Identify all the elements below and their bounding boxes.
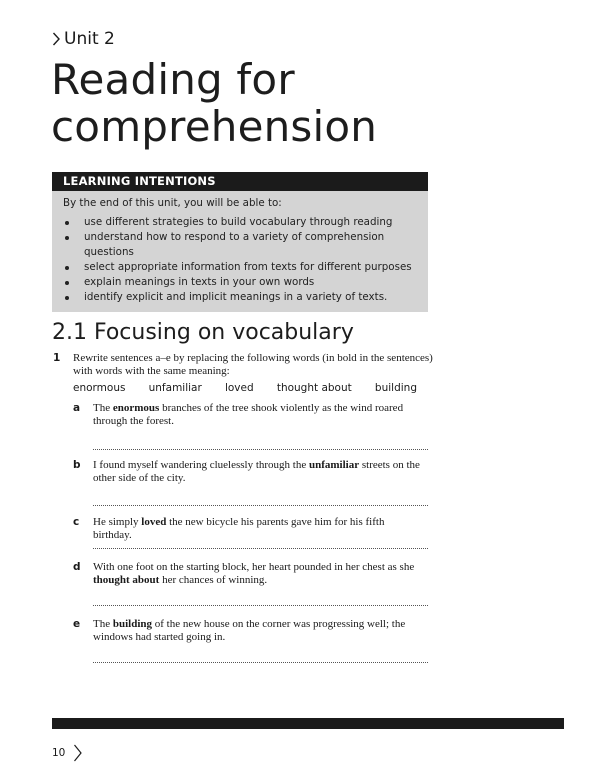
bold-word: enormous <box>112 402 160 414</box>
list-item: understand how to respond to a variety of comprehension questions <box>63 230 418 260</box>
answer-line[interactable] <box>93 605 428 606</box>
chevron-right-icon[interactable] <box>73 743 83 763</box>
unit-label-text: Unit 2 <box>64 29 115 49</box>
unit-label <box>52 29 115 49</box>
word-bank-item: unfamiliar <box>148 382 202 394</box>
word-bank-item: enormous <box>73 382 126 394</box>
word-bank-item: loved <box>224 382 254 394</box>
answer-line[interactable] <box>93 662 428 663</box>
learning-intentions-intro: By the end of this unit, you will be able to: <box>63 197 282 209</box>
item-sentence: With one foot on the starting block, her heart pounded in her chest as she thought about her chances of winning. <box>93 561 415 586</box>
list-item: explain meanings in texts in your own words <box>63 275 418 290</box>
bold-word: loved <box>141 516 167 528</box>
page-number: 10 <box>52 747 66 759</box>
list-item: select appropriate information from texts for different purposes <box>63 260 418 275</box>
footer-bar <box>52 718 564 729</box>
section-heading: 2.1 Focusing on vocabulary <box>52 320 354 345</box>
word-bank-item: building <box>374 382 417 394</box>
page-title <box>51 56 377 150</box>
learning-intentions-heading: LEARNING INTENTIONS <box>52 172 428 191</box>
bold-word: thought about <box>93 574 160 586</box>
question-number: 1 <box>53 352 61 364</box>
learning-intentions-box <box>52 172 428 312</box>
item-letter: c <box>73 516 80 528</box>
answer-line[interactable] <box>93 548 428 549</box>
chevron-right-icon <box>52 31 61 47</box>
item-letter: b <box>73 459 81 471</box>
list-item: use different strategies to build vocabulary through reading <box>63 215 418 230</box>
bold-word: building <box>112 618 152 630</box>
word-bank-item: thought about <box>276 382 352 394</box>
page-title-line2: comprehension <box>51 102 378 151</box>
answer-line[interactable] <box>93 449 428 450</box>
bold-word: unfamiliar <box>308 459 360 471</box>
word-bank <box>73 382 417 394</box>
item-letter: a <box>73 402 81 414</box>
learning-intentions-body <box>52 191 428 312</box>
learning-intentions-list <box>63 215 418 305</box>
item-sentence: I found myself wandering cluelessly through the unfamiliar streets on the other side of the city. <box>93 459 420 484</box>
item-sentence: The building of the new house on the corner was progressing well; the windows had started going in. <box>93 618 406 643</box>
answer-line[interactable] <box>93 505 428 506</box>
list-item: identify explicit and implicit meanings in a variety of texts. <box>63 290 418 305</box>
question-instruction: Rewrite sentences a–e by replacing the following words (in bold in the sentences) with words with the same meaning: <box>73 352 433 377</box>
page-title-line1: Reading for <box>51 55 295 104</box>
item-sentence: He simply loved the new bicycle his parents gave him for his fifth birthday. <box>93 516 385 541</box>
item-letter: e <box>73 618 81 630</box>
item-letter: d <box>73 561 81 573</box>
item-sentence: The enormous branches of the tree shook violently as the wind roared through the forest. <box>93 402 404 427</box>
